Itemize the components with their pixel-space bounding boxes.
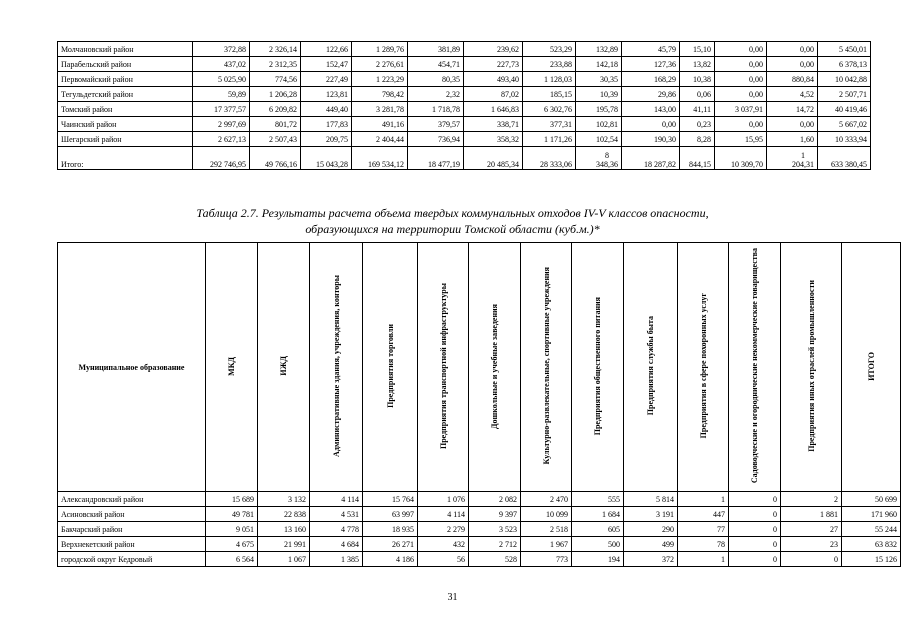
value-cell: 18 935: [363, 522, 418, 537]
value-cell: 27: [781, 522, 842, 537]
header-label: Садоводческие и огороднические некоммерческие товарищества: [750, 248, 759, 484]
value-cell: 6 564: [206, 552, 258, 567]
value-cell: 880,84: [767, 72, 818, 87]
value-cell: 1 223,29: [352, 72, 408, 87]
value-cell: 40 419,46: [818, 102, 871, 117]
wrapped-value: [792, 151, 814, 169]
value-cell: 493,40: [464, 72, 523, 87]
value-cell: 3 132: [258, 492, 310, 507]
value-cell: 5 450,01: [818, 42, 871, 57]
value-cell: 127,36: [622, 57, 680, 72]
value-cell: 0,00: [715, 42, 767, 57]
value-cell: 338,71: [464, 117, 523, 132]
value-cell: 4,52: [767, 87, 818, 102]
value-cell: 372: [624, 552, 678, 567]
header-label: Предприятия общественного питания: [593, 296, 602, 436]
wrapped-value-bottom: 348,36: [596, 160, 618, 169]
value-cell: 381,89: [408, 42, 464, 57]
summary-table-top: [57, 41, 871, 170]
value-cell: 377,31: [523, 117, 576, 132]
wrapped-value-top: 8: [605, 151, 609, 160]
total-cell: 18 287,82: [622, 147, 680, 170]
total-cell: 169 534,12: [352, 147, 408, 170]
header-municipality: Муниципальное образование: [58, 243, 206, 492]
value-cell: 773: [521, 552, 572, 567]
value-cell: 1: [678, 492, 729, 507]
header-label: Культурно-развлекательные, спортивные учреждения: [541, 267, 551, 465]
table-row: [58, 492, 901, 507]
value-cell: 2 470: [521, 492, 572, 507]
value-cell: 2 276,61: [352, 57, 408, 72]
table-row: [58, 132, 871, 147]
value-cell: 0,00: [767, 117, 818, 132]
header-mkd: [206, 243, 258, 492]
value-cell: 21 991: [258, 537, 310, 552]
value-cell: 2 997,69: [193, 117, 250, 132]
value-cell: 233,88: [523, 57, 576, 72]
value-cell: 63 997: [363, 507, 418, 522]
value-cell: 13 160: [258, 522, 310, 537]
value-cell: 2 279: [418, 522, 469, 537]
value-cell: 437,02: [193, 57, 250, 72]
value-cell: 15 764: [363, 492, 418, 507]
value-cell: 432: [418, 537, 469, 552]
table-row: [58, 537, 901, 552]
value-cell: 132,89: [576, 42, 622, 57]
value-cell: 49 781: [206, 507, 258, 522]
value-cell: 2 326,14: [250, 42, 301, 57]
total-cell: 28 333,06: [523, 147, 576, 170]
value-cell: 8,28: [680, 132, 715, 147]
value-cell: 0: [729, 552, 781, 567]
value-cell: 372,88: [193, 42, 250, 57]
value-cell: 4 531: [310, 507, 363, 522]
table-row: [58, 552, 901, 567]
row-name-cell: Бакчарский район: [58, 522, 206, 537]
table-row: [58, 87, 871, 102]
value-cell: 15,95: [715, 132, 767, 147]
value-cell: 290: [624, 522, 678, 537]
value-cell: 1 684: [572, 507, 624, 522]
value-cell: 6 302,76: [523, 102, 576, 117]
value-cell: 801,72: [250, 117, 301, 132]
value-cell: 0,06: [680, 87, 715, 102]
value-cell: 499: [624, 537, 678, 552]
value-cell: 774,56: [250, 72, 301, 87]
header-label: ИЖД: [279, 356, 288, 376]
value-cell: 0,00: [767, 42, 818, 57]
value-cell: 78: [678, 537, 729, 552]
value-cell: 454,71: [408, 57, 464, 72]
value-cell: 14,72: [767, 102, 818, 117]
waste-volume-table: [57, 242, 901, 567]
value-cell: 0: [729, 537, 781, 552]
header-services: [624, 243, 678, 492]
value-cell: 555: [572, 492, 624, 507]
value-cell: 2 627,13: [193, 132, 250, 147]
row-name-cell: Парабельский район: [58, 57, 193, 72]
value-cell: 2 404,44: [352, 132, 408, 147]
row-name-cell: Молчановский район: [58, 42, 193, 57]
value-cell: 87,02: [464, 87, 523, 102]
value-cell: 6 209,82: [250, 102, 301, 117]
value-cell: 171 960: [842, 507, 901, 522]
header-total: [842, 243, 901, 492]
value-cell: 63 832: [842, 537, 901, 552]
value-cell: 5 667,02: [818, 117, 871, 132]
value-cell: 0: [781, 552, 842, 567]
header-trade: [363, 243, 418, 492]
header-funeral: [678, 243, 729, 492]
wrapped-value: [596, 151, 618, 169]
value-cell: 2 082: [469, 492, 521, 507]
value-cell: 194: [572, 552, 624, 567]
value-cell: 4 675: [206, 537, 258, 552]
value-cell: 45,79: [622, 42, 680, 57]
value-cell: 528: [469, 552, 521, 567]
waste-volume-table-body: [58, 492, 901, 567]
total-cell: 49 766,16: [250, 147, 301, 170]
value-cell: 1 206,28: [250, 87, 301, 102]
header-industry: [781, 243, 842, 492]
page-number: 31: [447, 592, 458, 603]
value-cell: 50 699: [842, 492, 901, 507]
table-row: [58, 42, 871, 57]
total-cell: 10 309,70: [715, 147, 767, 170]
value-cell: 10 099: [521, 507, 572, 522]
value-cell: 2 507,43: [250, 132, 301, 147]
value-cell: 5 025,90: [193, 72, 250, 87]
value-cell: 0,00: [715, 117, 767, 132]
value-cell: 190,30: [622, 132, 680, 147]
table-row: [58, 507, 901, 522]
header-label: Административные здания, учреждения, конторы: [331, 275, 341, 457]
value-cell: 1 967: [521, 537, 572, 552]
value-cell: 239,62: [464, 42, 523, 57]
value-cell: 6 378,13: [818, 57, 871, 72]
value-cell: 736,94: [408, 132, 464, 147]
table-row: [58, 522, 901, 537]
row-name-cell: Тегульдетский район: [58, 87, 193, 102]
value-cell: 22 838: [258, 507, 310, 522]
total-cell: 15 043,28: [301, 147, 352, 170]
total-cell: 20 485,34: [464, 147, 523, 170]
value-cell: 1 881: [781, 507, 842, 522]
header-label: МКД: [227, 356, 236, 376]
summary-table-body: [58, 42, 871, 170]
header-label: Предприятия транспортной инфраструктуры: [438, 282, 448, 450]
value-cell: 9 051: [206, 522, 258, 537]
value-cell: 3 523: [469, 522, 521, 537]
value-cell: 56: [418, 552, 469, 567]
value-cell: 15 689: [206, 492, 258, 507]
value-cell: 55 244: [842, 522, 901, 537]
value-cell: 2: [781, 492, 842, 507]
row-name-cell: Александровский район: [58, 492, 206, 507]
wrapped-value-bottom: 204,31: [792, 160, 814, 169]
header-label: Предприятия торговли: [385, 324, 395, 408]
value-cell: 0,23: [680, 117, 715, 132]
value-cell: 1 718,78: [408, 102, 464, 117]
total-cell: Итого:: [58, 147, 193, 170]
total-cell: [576, 147, 622, 170]
value-cell: 185,15: [523, 87, 576, 102]
value-cell: 123,81: [301, 87, 352, 102]
value-cell: 491,16: [352, 117, 408, 132]
value-cell: 0: [729, 522, 781, 537]
total-cell: 18 477,19: [408, 147, 464, 170]
header-culture: [521, 243, 572, 492]
value-cell: 80,35: [408, 72, 464, 87]
value-cell: 142,18: [576, 57, 622, 72]
value-cell: 4 684: [310, 537, 363, 552]
total-cell: 844,15: [680, 147, 715, 170]
value-cell: 798,42: [352, 87, 408, 102]
header-label: Предприятия службы быта: [646, 316, 655, 416]
header-label: Предприятия в сфере похоронных услуг: [698, 293, 708, 439]
value-cell: 605: [572, 522, 624, 537]
value-cell: 10 333,94: [818, 132, 871, 147]
table-row: [58, 72, 871, 87]
row-name-cell: городской округ Кедровый: [58, 552, 206, 567]
value-cell: 177,83: [301, 117, 352, 132]
value-cell: 379,57: [408, 117, 464, 132]
header-label: Дошкольные и учебные заведения: [490, 303, 499, 429]
value-cell: 0,00: [622, 117, 680, 132]
row-name-cell: Верхнекетский район: [58, 537, 206, 552]
header-transport: [418, 243, 469, 492]
table-row: [58, 117, 871, 132]
total-cell: [767, 147, 818, 170]
value-cell: 5 814: [624, 492, 678, 507]
value-cell: 1: [678, 552, 729, 567]
value-cell: 30,35: [576, 72, 622, 87]
value-cell: 41,11: [680, 102, 715, 117]
header-izhd: [258, 243, 310, 492]
value-cell: 0,00: [715, 57, 767, 72]
value-cell: 15 126: [842, 552, 901, 567]
value-cell: 23: [781, 537, 842, 552]
value-cell: 227,49: [301, 72, 352, 87]
value-cell: 195,78: [576, 102, 622, 117]
table-caption: [0, 205, 905, 237]
value-cell: 1 646,83: [464, 102, 523, 117]
value-cell: 102,54: [576, 132, 622, 147]
row-name-cell: Асиновский район: [58, 507, 206, 522]
value-cell: 1 067: [258, 552, 310, 567]
value-cell: 209,75: [301, 132, 352, 147]
value-cell: 1 076: [418, 492, 469, 507]
value-cell: 523,29: [523, 42, 576, 57]
value-cell: 500: [572, 537, 624, 552]
value-cell: 102,81: [576, 117, 622, 132]
value-cell: 2 518: [521, 522, 572, 537]
value-cell: 447: [678, 507, 729, 522]
header-catering: [572, 243, 624, 492]
value-cell: 0,00: [715, 87, 767, 102]
caption-line-2: образующихся на территории Томской области (куб.м.)*: [305, 222, 600, 236]
value-cell: 2 507,71: [818, 87, 871, 102]
value-cell: 4 778: [310, 522, 363, 537]
value-cell: 4 114: [418, 507, 469, 522]
value-cell: 152,47: [301, 57, 352, 72]
value-cell: 2,32: [408, 87, 464, 102]
header-row: [58, 243, 901, 492]
value-cell: 10 042,88: [818, 72, 871, 87]
value-cell: 2 312,35: [250, 57, 301, 72]
value-cell: 227,73: [464, 57, 523, 72]
row-name-cell: Томский район: [58, 102, 193, 117]
header-gardening: [729, 243, 781, 492]
value-cell: 0: [729, 507, 781, 522]
row-name-cell: Чаинский район: [58, 117, 193, 132]
value-cell: 168,29: [622, 72, 680, 87]
value-cell: 143,00: [622, 102, 680, 117]
table-row: [58, 102, 871, 117]
value-cell: 122,66: [301, 42, 352, 57]
row-name-cell: Первомайский район: [58, 72, 193, 87]
value-cell: 449,40: [301, 102, 352, 117]
value-cell: 3 281,78: [352, 102, 408, 117]
value-cell: 17 377,57: [193, 102, 250, 117]
value-cell: 3 191: [624, 507, 678, 522]
value-cell: 59,89: [193, 87, 250, 102]
total-row: [58, 147, 871, 170]
value-cell: 1 128,03: [523, 72, 576, 87]
header-education: [469, 243, 521, 492]
value-cell: 9 397: [469, 507, 521, 522]
value-cell: 77: [678, 522, 729, 537]
header-label: Предприятия иных отраслей промышленности: [806, 280, 816, 452]
value-cell: 1,60: [767, 132, 818, 147]
value-cell: 10,38: [680, 72, 715, 87]
value-cell: 0,00: [767, 57, 818, 72]
wrapped-value-top: 1: [801, 151, 805, 160]
value-cell: 0,00: [715, 72, 767, 87]
value-cell: 0: [729, 492, 781, 507]
value-cell: 2 712: [469, 537, 521, 552]
value-cell: 4 186: [363, 552, 418, 567]
value-cell: 358,32: [464, 132, 523, 147]
value-cell: 1 171,26: [523, 132, 576, 147]
value-cell: 15,10: [680, 42, 715, 57]
value-cell: 10,39: [576, 87, 622, 102]
value-cell: 13,82: [680, 57, 715, 72]
value-cell: 1 289,76: [352, 42, 408, 57]
value-cell: 4 114: [310, 492, 363, 507]
header-label: ИТОГО: [866, 351, 876, 381]
value-cell: 1 385: [310, 552, 363, 567]
table-row: [58, 57, 871, 72]
header-admin: [310, 243, 363, 492]
value-cell: 26 271: [363, 537, 418, 552]
total-cell: 633 380,45: [818, 147, 871, 170]
caption-line-1: Таблица 2.7. Результаты расчета объема твердых коммунальных отходов IV-V классов опасности,: [196, 206, 709, 220]
total-cell: 292 746,95: [193, 147, 250, 170]
row-name-cell: Шегарский район: [58, 132, 193, 147]
value-cell: 29,86: [622, 87, 680, 102]
value-cell: 3 037,91: [715, 102, 767, 117]
